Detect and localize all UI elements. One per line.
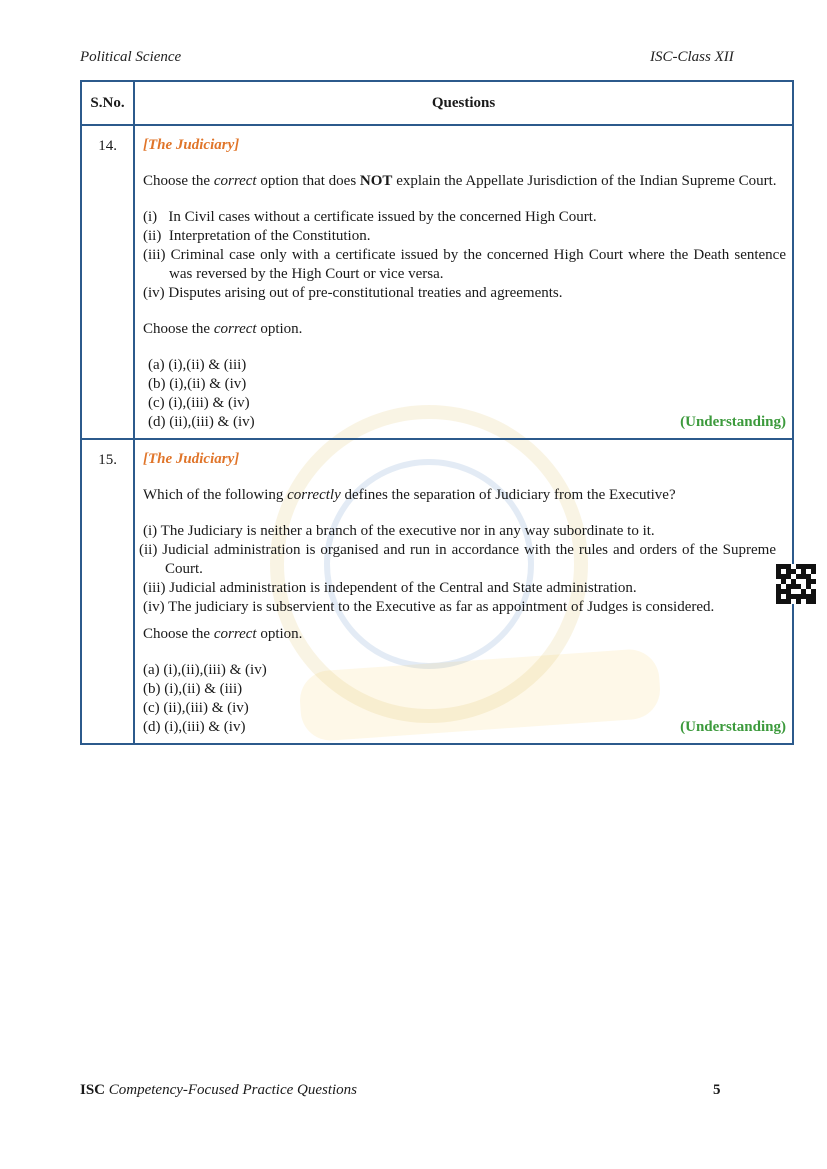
option-d: (d) (i),(iii) & (iv) [143,719,246,735]
statement-text: Interpretation of the Constitution. [168,228,371,244]
stem-emphasis: correctly [287,487,341,503]
table-row [81,439,793,744]
stem-text: Which of the following [143,487,288,503]
header-subject: Political Science [80,49,182,65]
option-list [143,356,786,432]
statement-label: (i) [143,209,158,225]
statement-item [143,208,786,227]
statement-item [143,579,786,598]
statement-item [143,284,786,303]
statement-item [139,541,786,579]
statement-text: Disputes arising out of pre-constitutional treaties and agreements. [168,285,563,301]
statement-text: In Civil cases without a certificate issued by the concerned High Court. [168,209,597,225]
option-d: (d) (ii),(iii) & (iv) [148,414,255,430]
question-number: 15. [81,439,134,744]
statement-item [143,598,786,617]
option-b: (b) (i),(ii) & (iv) [148,376,247,392]
footer-subtitle: Competency-Focused Practice Questions [105,1082,358,1098]
stem-bold: NOT [359,173,393,189]
stem-text: option that does [256,173,360,189]
option-a: (a) (i),(ii),(iii) & (iv) [143,662,267,678]
stem-text: Choose the [143,173,214,189]
table-header-row [81,81,793,125]
question-cell [134,439,793,744]
statement-text: The judiciary is subservient to the Executive as far as appointment of Judges is considered. [168,599,715,615]
choose-text: option. [256,321,303,337]
statement-item [143,227,786,246]
column-header-questions: Questions [134,81,793,125]
option-b: (b) (i),(ii) & (iii) [143,681,243,697]
choose-emphasis: correct [213,321,257,337]
choose-text: option. [256,626,303,642]
statement-label: (i) [143,523,158,539]
column-header-sno: S.No. [81,81,134,125]
statement-list [139,522,786,617]
choose-instruction [143,625,786,644]
question-topic: [The Judiciary] [143,451,240,467]
option-c: (c) (i),(iii) & (iv) [148,395,250,411]
option-list [143,661,786,737]
statement-label: (ii) [139,542,158,558]
statement-text: Judicial administration is independent of the Central and State administration. [169,580,637,596]
statement-item [143,246,786,284]
choose-text: Choose the [143,321,214,337]
choose-text: Choose the [143,626,214,642]
stem-text: explain the Appellate Jurisdiction of the Indian Supreme Court. [392,173,777,189]
choose-emphasis: correct [213,626,257,642]
question-cell [134,125,793,439]
questions-table [80,80,794,745]
question-stem [143,486,786,505]
qr-code-icon[interactable] [776,564,816,604]
option-a: (a) (i),(ii) & (iii) [148,357,247,373]
footer-title [80,1082,357,1099]
statement-text: Criminal case only with a certificate issued by the concerned High Court where the Death sentence was reversed by the High Court or vice versa. [169,247,787,282]
statement-text: The Judiciary is neither a branch of the executive nor in any way subordinate to it. [160,523,655,539]
statement-item [143,522,786,541]
question-stem [143,172,786,191]
statement-text: Judicial administration is organised and run in accordance with the rules and orders of the Supreme Court. [162,542,776,577]
choose-instruction [143,320,786,339]
statement-label: (ii) [143,228,162,244]
statement-label: (iv) [143,599,165,615]
table-row [81,125,793,439]
header-class: ISC-Class XII [650,49,734,65]
skill-tag: (Understanding) [680,414,786,430]
skill-tag: (Understanding) [680,719,786,735]
footer-brand: ISC [80,1082,106,1098]
statement-label: (iv) [143,285,165,301]
statement-label: (iii) [143,247,166,263]
page-number: 5 [713,1082,721,1098]
statement-list [143,208,786,303]
stem-emphasis: correct [213,173,257,189]
question-topic: [The Judiciary] [143,137,240,153]
question-number: 14. [81,125,134,439]
statement-label: (iii) [143,580,166,596]
option-c: (c) (ii),(iii) & (iv) [143,700,249,716]
stem-text: defines the separation of Judiciary from the Executive? [340,487,676,503]
